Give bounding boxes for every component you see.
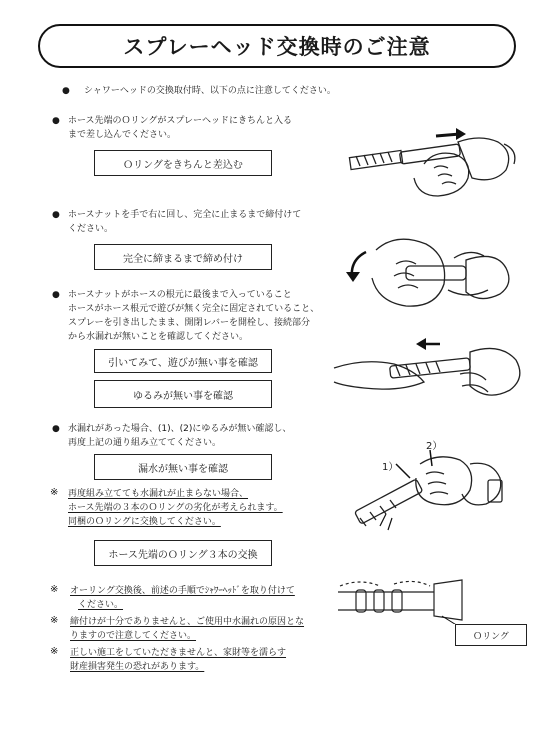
note2-line1: 締付けが十分でありませんと、ご使用中水漏れの原因とな [70,617,305,627]
step1-line1: ホース先端のＯリングがスプレーヘッドにきちんと入る [68,116,293,126]
pull-check-illustration [330,338,535,408]
step2-box: 完全に締まるまで締め付け [94,244,272,270]
step4-box: 漏水が無い事を確認 [94,454,272,480]
step3-box2: ゆるみが無い事を確認 [94,380,272,408]
step2-bullet: ● [52,210,60,220]
step3-line2: ホースがホース根元で遊びが無く完全に固定されていること、 [68,304,320,314]
intro-bullet: ● [62,86,70,96]
note3-mark: ※ [50,646,59,657]
step1-bullet: ● [52,116,60,126]
step3-line3: スプレーを引き出したまま、開閉レバーを開栓し、接続部分 [68,318,311,328]
warning1-box: ホース先端のＯリング３本の交換 [94,540,272,566]
step2-line1: ホースナットを手で右に回し、完全に止まるまで締付けて [68,210,302,220]
step3-box1: 引いてみて、遊びが無い事を確認 [94,349,272,373]
intro-text: シャワーヘッドの交換取付時、以下の点に注意してください。 [84,86,336,96]
page-title: スプレーヘッド交換時のご注意 [38,24,516,68]
step2-line2: ください。 [68,224,114,234]
note1-line1: オーリング交換後、前述の手順でｼｬﾜｰﾍｯﾄﾞを取り付けて [70,586,295,596]
step1-box: Ｏリングをきちんと差込む [94,150,272,176]
point-label-1: 1） [382,462,399,473]
note2-mark: ※ [50,615,59,626]
leak-check-illustration [340,444,530,544]
tighten-nut-illustration [336,230,536,325]
warning1-mark: ※ [50,487,59,498]
step3-bullet: ● [52,290,60,300]
insert-oring-illustration [338,112,538,207]
step4-bullet: ● [52,424,60,434]
oring-detail-illustration [334,574,474,624]
warning1-line1: 再度組み立てても水漏れが止まらない場合、 [68,489,249,499]
step4-line1: 水漏れがあった場合、(1)、(2)にゆるみが無い確認し、 [68,424,292,434]
note3-line1: 正しい施工をしていただきませんと、家財等を濡らす [70,648,287,658]
warning1-line2: ホース先端の３本のＯリングの劣化が考えられます。 [68,503,283,513]
note2-line2: りますので注意してください。 [70,631,197,641]
note1-mark: ※ [50,584,59,595]
step1-line2: まで差し込んでください。 [68,130,177,140]
oring-label: Ｏリング [455,624,527,646]
step3-line1: ホースナットがホースの根元に最後まで入っていること [68,290,292,300]
step4-line2: 再度上記の通り組み立ててください。 [68,438,222,448]
warning1-line3: 同梱のＯリングに交換してください。 [68,517,221,527]
note3-line2: 財産損害発生の恐れがあります。 [70,662,205,672]
point-label-2: 2） [426,441,443,452]
step3-line4: から水漏れが無いことを確認してください。 [68,332,249,342]
note1-line2: ください。 [78,600,124,610]
